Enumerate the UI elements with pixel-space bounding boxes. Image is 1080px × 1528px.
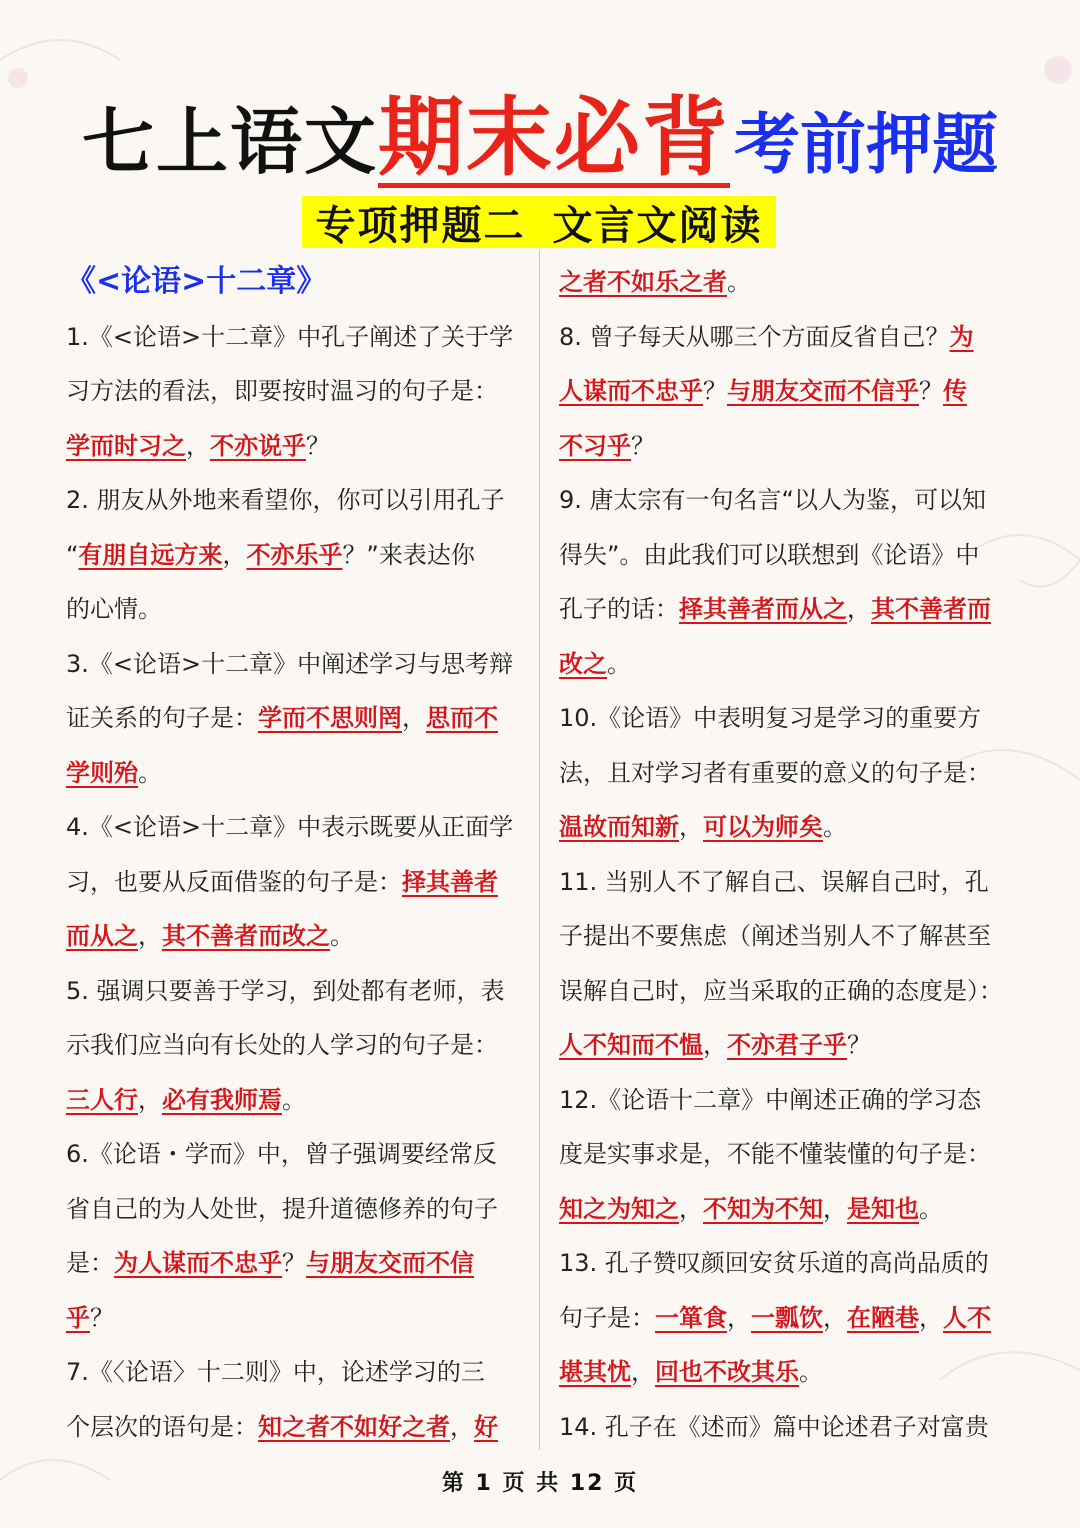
question-text: 误解自己时，应当采取的正确的态度是）： [559, 976, 1003, 1005]
question-text: 习，也要从反面借鉴的句子是： [66, 867, 402, 896]
question-text: 7.《〈论语〉十二则》中，论述学习的三 [66, 1358, 485, 1386]
answer-text: 一箪食 [655, 1303, 727, 1332]
answer-text: 择其善者而从之 [679, 595, 847, 623]
question-text: 。 [823, 813, 847, 841]
page-title [0, 78, 1080, 188]
question-text: 。 [282, 1085, 306, 1114]
question-text: ， [450, 1412, 474, 1441]
text-line [559, 1345, 1017, 1400]
right-column [559, 255, 1017, 1454]
text-line [66, 855, 524, 910]
answer-text: 乎 [66, 1303, 90, 1332]
answer-text: 人不知而不愠 [559, 1031, 703, 1059]
question-text: 3.《<论语>十二章》中阐述学习与思考辩 [66, 649, 514, 678]
question-text: 个层次的语句是： [66, 1412, 258, 1441]
title-part-3: 考前押题 [734, 106, 998, 183]
answer-text: 温故而知新 [559, 813, 679, 841]
text-line [66, 582, 524, 637]
answer-text: 可以为师矣 [703, 813, 823, 841]
page-footer: 第 1 页 共 12 页 [441, 1471, 639, 1496]
question-text: ， [138, 922, 162, 950]
left-question-list [66, 310, 524, 1455]
text-line [66, 1400, 524, 1455]
question-text: ？ [306, 431, 330, 460]
title-part-1: 七上语文 [81, 100, 378, 184]
answer-text: 学而时习之 [66, 431, 186, 460]
question-text: 孔子的话： [559, 595, 679, 623]
question-text: ， [679, 1194, 703, 1223]
subtitle-banner [302, 196, 776, 248]
question-text: ， [186, 431, 210, 460]
question-text: 得失”。由此我们可以联想到《论语》中 [559, 540, 980, 569]
text-line [559, 1236, 1017, 1291]
question-text: 。 [919, 1194, 943, 1223]
question-text: ？ [282, 1249, 306, 1277]
question-text: ， [919, 1303, 943, 1332]
question-text: 。 [799, 1358, 823, 1386]
question-text: 。 [330, 922, 354, 950]
answer-text: 人不 [943, 1303, 991, 1332]
text-line [66, 310, 524, 365]
question-text: ， [679, 813, 703, 841]
answer-text: 在陋巷 [847, 1303, 919, 1332]
question-text: ， [823, 1194, 847, 1223]
title-part-2: 期末必背 [378, 88, 730, 188]
text-line [559, 310, 1017, 365]
text-line [66, 909, 524, 964]
answer-text: 一瓢饮 [751, 1303, 823, 1332]
text-line [559, 1127, 1017, 1182]
question-text: 10.《论语》中表明复习是学习的重要方 [559, 704, 982, 732]
text-line [66, 691, 524, 746]
question-text: 13. 孔子赞叹颜回安贫乐道的高尚品质的 [559, 1249, 989, 1277]
question-text: 是： [66, 1249, 114, 1277]
text-line [66, 1127, 524, 1182]
question-text: 11. 当别人不了解自己、误解自己时，孔 [559, 867, 989, 896]
question-text: 2. 朋友从外地来看望你，你可以引用孔子 [66, 486, 505, 514]
answer-text: 与朋友交而不信乎 [727, 377, 919, 405]
text-line [559, 419, 1017, 474]
answer-text: 是知也 [847, 1194, 919, 1223]
subtitle-right: 文言文阅读 [552, 202, 763, 249]
text-line [66, 1291, 524, 1346]
text-line [559, 746, 1017, 801]
question-text: ， [631, 1358, 655, 1386]
answer-text: 有朋自远方来 [78, 540, 223, 569]
question-text: 9. 唐太宗有一句名言“以人为鉴，可以知 [559, 486, 986, 514]
text-line [559, 1291, 1017, 1346]
answer-text: 不习乎 [559, 431, 631, 460]
answer-text: 不亦乐乎 [246, 540, 343, 569]
question-text: ？ [703, 377, 727, 405]
text-line [559, 364, 1017, 419]
answer-text: 好 [474, 1412, 498, 1441]
text-line [559, 909, 1017, 964]
answer-text: 思而不 [426, 704, 498, 732]
question-text: 示我们应当向有长处的人学习的句子是： [66, 1031, 498, 1059]
question-text: 句子是： [559, 1303, 655, 1332]
answer-text: 择其善者 [402, 867, 498, 896]
answer-text: 不知为不知 [703, 1194, 823, 1223]
text-line [66, 528, 524, 583]
answer-text: 人谋而不忠乎 [559, 377, 703, 405]
section-title: 《<论语>十二章》 [66, 264, 327, 299]
text-line [66, 1345, 524, 1400]
question-text: ， [727, 1303, 751, 1332]
answer-text: 堪其忧 [559, 1358, 631, 1386]
question-text: ， [402, 704, 426, 732]
question-text: 。 [607, 649, 631, 678]
question-text: 。 [138, 758, 162, 787]
text-line [66, 964, 524, 1019]
right-question-list [559, 255, 1017, 1454]
question-text: ？”来表达你 [342, 540, 475, 569]
question-text: 子提出不要焦虑（阐述当别人不了解甚至 [559, 922, 991, 950]
question-text: “ [66, 540, 79, 569]
question-text: ？ [919, 377, 943, 405]
text-line [66, 473, 524, 528]
question-text: 省自己的为人处世，提升道德修养的句子 [66, 1194, 498, 1223]
answer-text: 知之为知之 [559, 1194, 679, 1223]
text-line [66, 1236, 524, 1291]
question-text: ？ [847, 1031, 871, 1059]
text-line [66, 746, 524, 801]
question-text: 度是实事求是，不能不懂装懂的句子是： [559, 1140, 991, 1168]
answer-text: 回也不改其乐 [655, 1358, 799, 1386]
text-line [559, 637, 1017, 692]
text-line [559, 1182, 1017, 1237]
text-line [66, 1073, 524, 1128]
question-text: 4.《<论语>十二章》中表示既要从正面学 [66, 813, 514, 841]
question-text: 1.《<论语>十二章》中孔子阐述了关于学 [66, 322, 514, 351]
answer-text: 而从之 [66, 922, 138, 950]
question-text: 证关系的句子是： [66, 704, 258, 732]
answer-text: 必有我师焉 [162, 1085, 282, 1114]
text-line [559, 800, 1017, 855]
text-line [559, 582, 1017, 637]
answer-text: 其不善者而 [871, 595, 991, 623]
text-line [559, 1073, 1017, 1128]
answer-text: 改之 [559, 649, 607, 678]
text-line [559, 528, 1017, 583]
answer-text: 之者不如乐之者 [559, 268, 727, 296]
subtitle-left: 专项押题二 [315, 202, 526, 249]
question-text: 6.《论语・学而》中，曾子强调要经常反 [66, 1140, 497, 1168]
text-line [559, 255, 1017, 310]
question-text: ， [138, 1085, 162, 1114]
answer-text: 为人谋而不忠乎 [114, 1249, 282, 1277]
text-line [559, 691, 1017, 746]
column-divider [539, 250, 540, 1450]
answer-text: 其不善者而改之 [162, 922, 330, 950]
text-line [66, 1182, 524, 1237]
answer-text: 学则殆 [66, 758, 138, 787]
answer-text: 与朋友交而不信 [306, 1249, 474, 1277]
text-line [66, 800, 524, 855]
question-text: ， [847, 595, 871, 623]
text-line [559, 964, 1017, 1019]
answer-text: 传 [943, 377, 967, 405]
question-text: ， [222, 540, 247, 569]
text-line [559, 1400, 1017, 1455]
question-text: ， [703, 1031, 727, 1059]
question-text: ？ [90, 1303, 114, 1332]
answer-text: 不亦说乎 [210, 431, 306, 460]
question-text: 5. 强调只要善于学习，到处都有老师，表 [66, 976, 505, 1005]
text-line [559, 1018, 1017, 1073]
left-column [66, 255, 524, 1454]
question-text: 的心情。 [66, 595, 162, 623]
answer-text: 知之者不如好之者 [258, 1412, 450, 1441]
question-text: 法，且对学习者有重要的意义的句子是： [559, 758, 991, 787]
answer-text: 不亦君子乎 [727, 1031, 847, 1059]
text-line [559, 855, 1017, 910]
question-text: ？ [631, 431, 655, 460]
text-line [66, 637, 524, 692]
question-text: 14. 孔子在《述而》篇中论述君子对富贵 [559, 1412, 989, 1441]
answer-text: 为 [949, 322, 974, 351]
text-line [66, 364, 524, 419]
answer-text: 三人行 [66, 1085, 138, 1114]
text-line [66, 1018, 524, 1073]
answer-text: 学而不思则罔 [258, 704, 402, 732]
question-text: 。 [727, 268, 751, 296]
question-text: ， [823, 1303, 847, 1332]
text-line [66, 419, 524, 474]
question-text: 习方法的看法，即要按时温习的句子是： [66, 377, 498, 405]
question-text: 12.《论语十二章》中阐述正确的学习态 [559, 1085, 982, 1114]
text-line [559, 473, 1017, 528]
question-text: 8. 曾子每天从哪三个方面反省自己？ [559, 322, 950, 351]
